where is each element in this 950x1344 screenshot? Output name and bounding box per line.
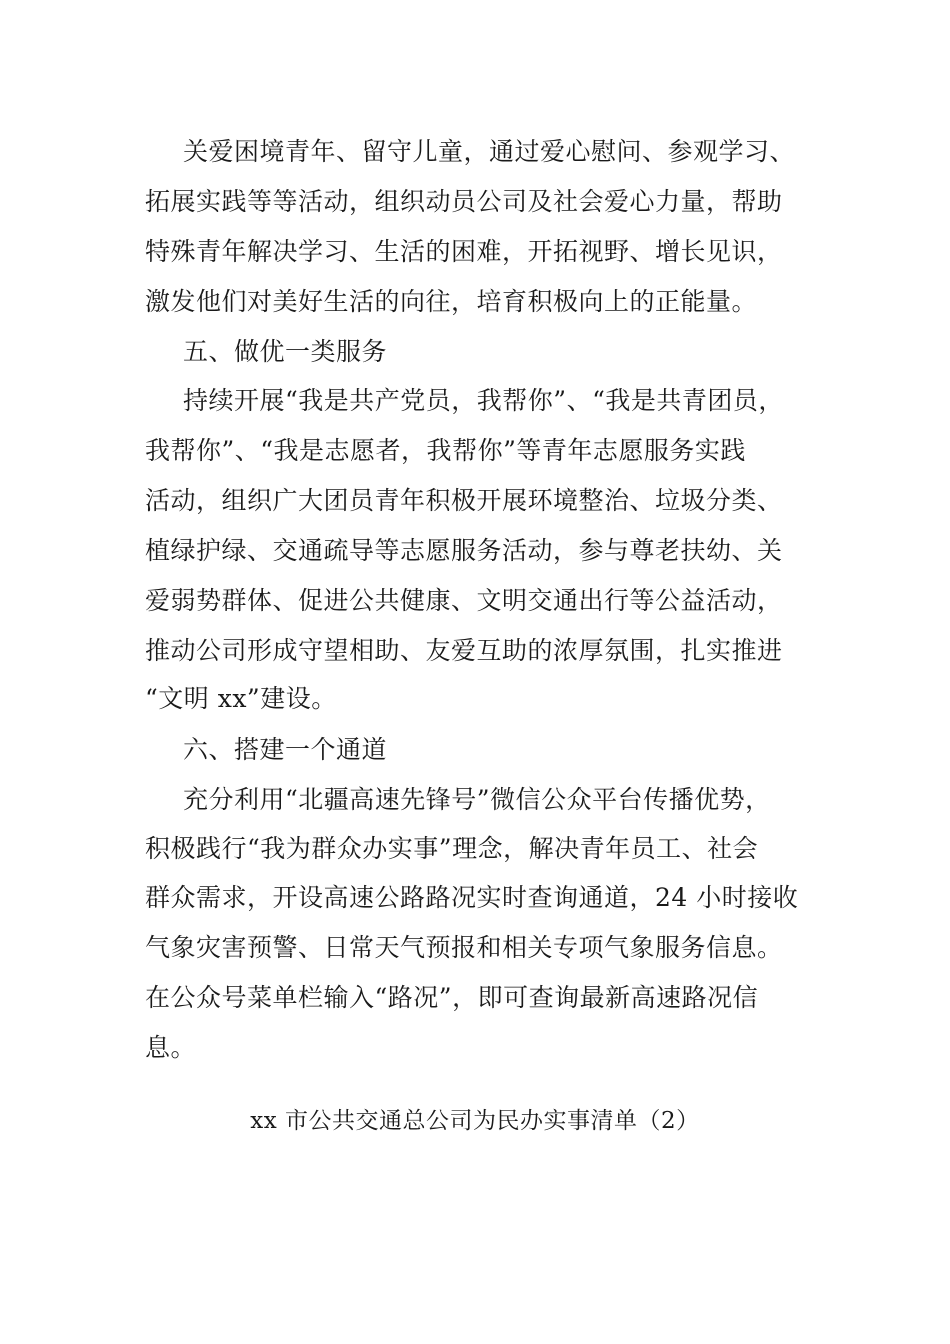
paragraph-line: 积极践行“我为群众办实事”理念，解决青年员工、社会 bbox=[145, 834, 759, 863]
section-heading: 六、搭建一个通道 bbox=[183, 735, 388, 764]
document-section-title: xx 市公共交通总公司为民办实事清单（2） bbox=[250, 1108, 700, 1134]
paragraph-line: 关爱困境青年、留守儿童，通过爱心慰问、参观学习、 bbox=[183, 137, 796, 166]
paragraph-line: 充分利用“北疆高速先锋号”微信公众平台传播优势， bbox=[183, 785, 771, 814]
paragraph-line: 拓展实践等等活动，组织动员公司及社会爱心力量，帮助 bbox=[145, 187, 783, 216]
paragraph-line: 气象灾害预警、日常天气预报和相关专项气象服务信息。 bbox=[145, 933, 783, 962]
section-heading: 五、做优一类服务 bbox=[183, 337, 388, 366]
paragraph-line: 持续开展“我是共产党员，我帮你”、“我是共青团员， bbox=[183, 386, 784, 415]
paragraph-line: 植绿护绿、交通疏导等志愿服务活动，参与尊老扶幼、关 bbox=[145, 536, 783, 565]
paragraph-line: 激发他们对美好生活的向往，培育积极向上的正能量。 bbox=[145, 287, 758, 316]
paragraph-line: 我帮你”、“我是志愿者，我帮你”等青年志愿服务实践 bbox=[145, 436, 746, 465]
paragraph-line: 推动公司形成守望相助、友爱互助的浓厚氛围，扎实推进 bbox=[145, 636, 783, 665]
paragraph-line: 爱弱势群体、促进公共健康、文明交通出行等公益活动， bbox=[145, 586, 783, 615]
paragraph-line: 活动，组织广大团员青年积极开展环境整治、垃圾分类、 bbox=[145, 486, 783, 515]
paragraph-line: “文明 xx”建设。 bbox=[145, 684, 337, 713]
paragraph-line: 群众需求，开设高速公路路况实时查询通道，24 小时接收 bbox=[145, 883, 799, 912]
paragraph-line: 息。 bbox=[145, 1033, 197, 1062]
paragraph-line: 在公众号菜单栏输入“路况”，即可查询最新高速路况信 bbox=[145, 983, 759, 1012]
paragraph-line: 特殊青年解决学习、生活的困难，开拓视野、增长见识， bbox=[145, 237, 783, 266]
